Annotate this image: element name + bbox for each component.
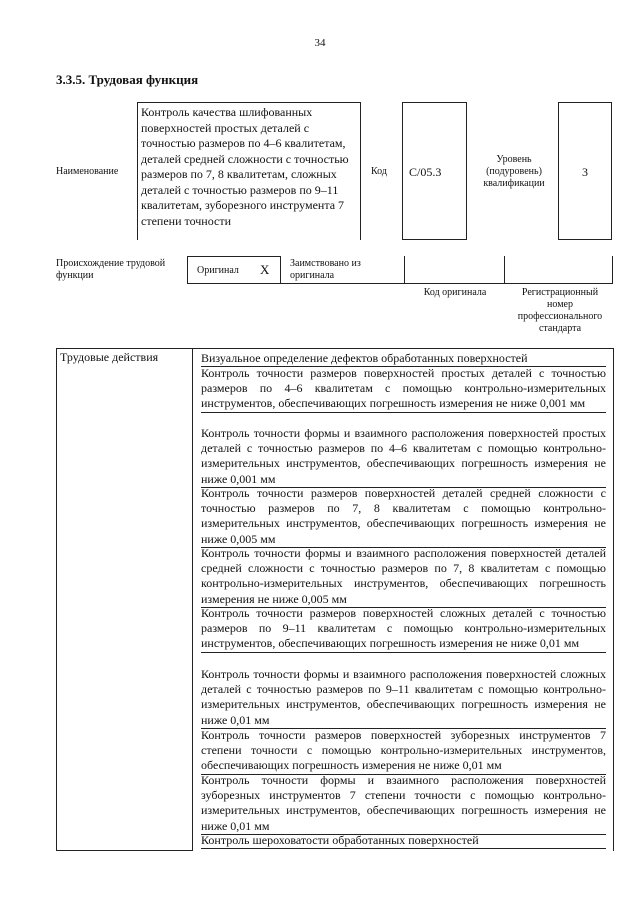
labor-action-item: Контроль точности формы и взаимного расположения поверхностей деталей средней сложности с точностью размеров по 7, 8 квалитетам с помощью контрольно-измерительных инструментов, обеспечивающих погрешность измерения не ниже 0,005 мм bbox=[201, 546, 606, 608]
labor-action-item: Контроль точности формы и взаимного расположения поверхностей простых деталей с точностью размеров по 4–6 квалитетам с помощью контрольно-измерительных инструментов, обеспечивающих погрешность измерения не ниже 0,001 мм bbox=[201, 426, 606, 488]
origin-label: Происхождение трудовой функции bbox=[56, 258, 166, 281]
reg-number-cell bbox=[505, 256, 613, 284]
original-mark: X bbox=[260, 262, 270, 277]
labor-action-item: Контроль точности размеров поверхностей зуборезных инструментов 7 степени точности с помощью контрольно-измерительных инструментов, обеспечивающих погрешность измерения не ниже 0,01 мм bbox=[201, 728, 606, 775]
code-label: Код bbox=[371, 166, 387, 177]
original-label: Оригинал bbox=[197, 265, 239, 276]
labor-actions-column bbox=[192, 348, 614, 851]
labor-action-item: Визуальное определение дефектов обработанных поверхностей bbox=[201, 351, 606, 367]
name-value: Контроль качества шлифованных поверхностей простых деталей с точностью размеров по 4–6 квалитетам, деталей средней сложности с точностью размеров по 7, 8 квалитетам, сложных деталей с точностью размеров по 9–11 квалитетам, зуборезного инструмента 7 степени точности bbox=[137, 102, 361, 240]
code-original-caption: Код оригинала bbox=[423, 287, 487, 298]
labor-action-item: Контроль точности размеров поверхностей сложных деталей с точностью размеров по 9–11 квалитетам с помощью контрольно-измерительных инструментов, обеспечивающих погрешность измерения не ниже 0,01 мм bbox=[201, 606, 606, 653]
level-label: Уровень (подуровень) квалификации bbox=[483, 154, 545, 189]
name-label: Наименование bbox=[56, 166, 119, 177]
section-title: 3.3.5. Трудовая функция bbox=[56, 72, 199, 87]
code-original-cell bbox=[405, 256, 505, 284]
original-cell bbox=[187, 256, 281, 284]
borrowed-cell bbox=[281, 256, 405, 284]
labor-actions-label: Трудовые действия bbox=[56, 348, 192, 851]
borrowed-label: Заимствовано из оригинала bbox=[290, 258, 361, 281]
labor-action-item: Контроль точности формы и взаимного расположения поверхностей зуборезных инструментов 7 степени точности с помощью контрольно-измерительных инструментов, обеспечивающих погрешность измерения не ниже 0,01 мм bbox=[201, 773, 606, 835]
reg-number-caption: Регистрационный номер профессионального стандарта bbox=[517, 287, 603, 334]
labor-action-item: Контроль точности формы и взаимного расположения поверхностей сложных деталей с точностью размеров по 9–11 квалитетам с помощью контрольно-измерительных инструментов, обеспечивающих погрешность измерения не ниже 0,01 мм bbox=[201, 667, 606, 729]
level-value: 3 bbox=[558, 102, 612, 240]
page-number: 34 bbox=[314, 37, 326, 49]
labor-action-item: Контроль шероховатости обработанных поверхностей bbox=[201, 833, 606, 849]
labor-action-item: Контроль точности размеров поверхностей деталей средней сложности с точностью размеров по 7, 8 квалитетам с помощью контрольно-измерительных инструментов, обеспечивающих погрешность измерения не ниже 0,005 мм bbox=[201, 486, 606, 548]
labor-action-item: Контроль точности размеров поверхностей простых деталей с точностью размеров по 4–6 квалитетам с помощью контрольно-измерительных инструментов, обеспечивающих погрешность измерения не ниже 0,001 мм bbox=[201, 366, 606, 413]
code-value: C/05.3 bbox=[402, 102, 467, 240]
